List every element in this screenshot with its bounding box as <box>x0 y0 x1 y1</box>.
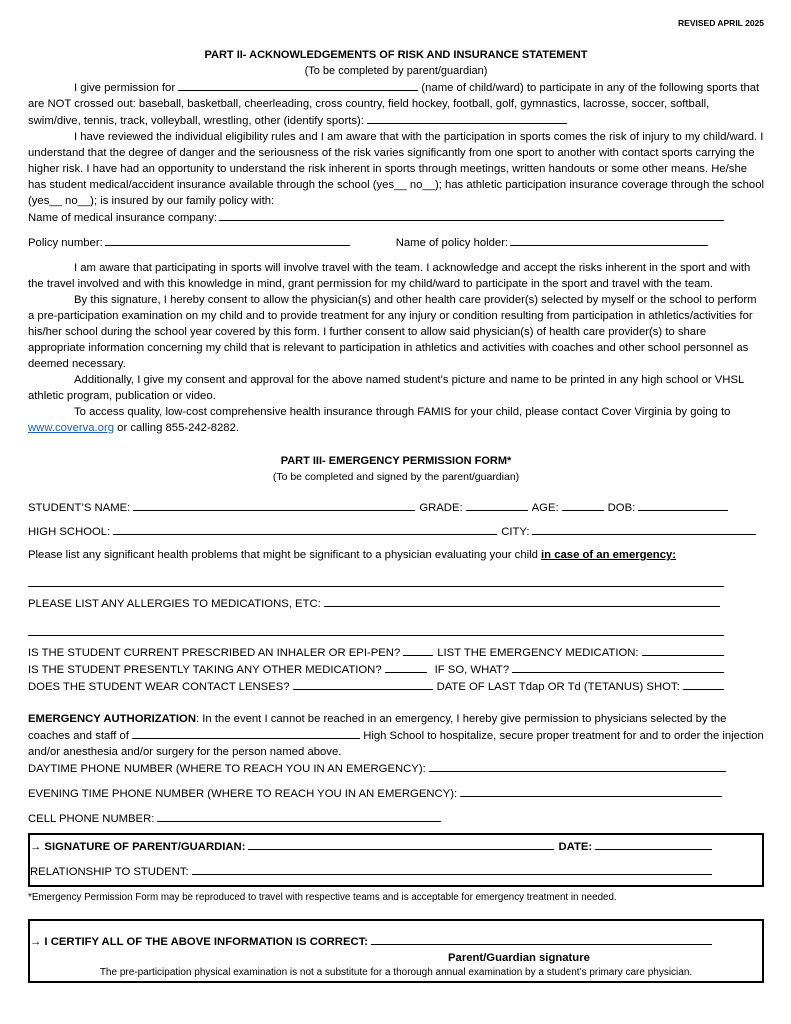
other-medication-label: IS THE STUDENT PRESENTLY TAKING ANY OTHER MEDICATION? <box>28 664 382 676</box>
certify-signature-field[interactable] <box>371 933 712 945</box>
risk-paragraph: I have reviewed the individual eligibility rules and I am aware that with the participation in sports comes the risk of injury to my child/ward. I understand that the degree of danger and the seriousness of the risk varies significantly from one sport to another with contact sports carrying the higher risk. I have had an opportunity to understand the risk inherent in sports through meetings, written handouts or some other means. He/she has student medical/accident insurance available through the school (yes__ no__); has athletic participation insurance coverage through the school (yes__ no__); is insured by our family policy with: <box>28 131 765 207</box>
child-name-field[interactable] <box>178 79 418 91</box>
contacts-row <box>28 678 764 695</box>
signature-label: → SIGNATURE OF PARENT/GUARDIAN: <box>30 841 246 853</box>
grade-field[interactable] <box>466 499 528 511</box>
student-name-field[interactable] <box>133 499 415 511</box>
consent-paragraph: By this signature, I hereby consent to allow the physician(s) and other health care provider(s) selected by myself or the school to perform a pre-participation examination on my child and to provide treatment for any injury or condition resulting from participation in athletics/activities for his/her school during the school year covered by this form. I further consent to allow said physician(s) of health care provider(s) to share appropriate information concerning my child that is relevant to participation in athletics and activities with coaches and other school personnel as deemed necessary. <box>28 294 757 370</box>
other-medication-row <box>28 661 764 678</box>
health-problems-field[interactable] <box>28 575 724 587</box>
emergency-medication-label: LIST THE EMERGENCY MEDICATION: <box>437 647 639 659</box>
policy-number-label: Policy number: <box>28 237 103 249</box>
allergies-row <box>28 595 764 612</box>
grade-label: GRADE: <box>419 502 463 514</box>
dob-label: DOB: <box>607 502 636 514</box>
day-phone-label: DAYTIME PHONE NUMBER (WHERE TO REACH YOU IN AN EMERGENCY): <box>28 763 426 775</box>
famis-paragraph <box>28 404 764 436</box>
part3-subtitle: (To be completed and signed by the parent/guardian) <box>272 471 520 483</box>
signature-row <box>30 838 762 855</box>
relationship-row <box>30 863 762 880</box>
coverva-link[interactable]: www.coverva.org <box>28 422 115 434</box>
city-field[interactable] <box>532 523 756 535</box>
policy-holder-field[interactable] <box>510 234 708 246</box>
school-row <box>28 523 764 540</box>
coaches-school-field[interactable] <box>132 727 360 739</box>
certify-row <box>30 933 762 950</box>
inhaler-field[interactable] <box>403 644 433 656</box>
date-field[interactable] <box>595 838 712 850</box>
permission-text-a: I give permission for <box>74 82 176 94</box>
health-text: Please list any significant health problems that might be significant to a physician evaluating your child <box>28 549 538 561</box>
permission-text-b: (name of child/ward) to participate in any of the following sports that are NOT crossed out: baseball, basketball, cheerleading, cross country, field hockey, football, golf, gymnastics, lacrosse, soccer, softball, swim/dive, tennis, track, volleyball, wrestling, other (identify sports): <box>28 82 760 127</box>
policy-holder-label: Name of policy holder: <box>395 237 509 249</box>
health-problems-prompt <box>28 547 764 563</box>
cell-phone-field[interactable] <box>157 810 441 822</box>
travel-paragraph: I am aware that participating in sports will involve travel with the team. I acknowledge and accept the risks inherent in the sport and with the travel involved and with this knowledge in mind, grant permission for my child/ward to participate in the sport and travel with the team. <box>28 262 751 290</box>
day-phone-row <box>28 760 764 777</box>
relationship-label: RELATIONSHIP TO STUDENT: <box>30 866 189 878</box>
cell-phone-row <box>28 810 764 827</box>
policy-number-field[interactable] <box>105 234 350 246</box>
part2-subtitle: (To be completed by parent/guardian) <box>304 65 488 77</box>
signature-field[interactable] <box>248 838 554 850</box>
health-emergency-text: in case of an emergency: <box>541 549 677 561</box>
city-label: CITY: <box>501 526 530 538</box>
parent-signature-caption: Parent/Guardian signature <box>448 952 590 964</box>
signature-box <box>28 833 764 887</box>
footnote: *Emergency Permission Form may be reproduced to travel with respective teams and is acceptable for emergency treatment in needed. <box>28 892 617 903</box>
inhaler-label: IS THE STUDENT CURRENT PRESCRIBED AN INHALER OR EPI-PEN? <box>28 647 401 659</box>
evening-phone-field[interactable] <box>460 785 722 797</box>
day-phone-field[interactable] <box>429 760 726 772</box>
authorization-text-b: High School to hospitalize, secure proper treatment for and to order the injection and/or anesthesia and/or surgery for the person named above. <box>28 730 764 758</box>
med-company-field[interactable] <box>219 209 724 221</box>
student-row <box>28 499 764 516</box>
famis-text: To access quality, low-cost comprehensive health insurance through FAMIS for your child, please contact Cover Virginia by going to <box>74 406 731 418</box>
high-school-label: HIGH SCHOOL: <box>28 526 111 538</box>
allergies-line <box>28 624 764 636</box>
certify-box <box>28 919 764 983</box>
if-so-label: IF SO, WHAT? <box>434 664 510 676</box>
evening-phone-row <box>28 785 764 802</box>
policy-row <box>28 234 764 251</box>
other-sports-field[interactable] <box>367 112 567 124</box>
revised-date: REVISED APRIL 2025 <box>678 18 764 28</box>
high-school-field[interactable] <box>113 523 497 535</box>
if-so-field[interactable] <box>512 661 724 673</box>
health-line <box>28 575 764 587</box>
age-field[interactable] <box>562 499 604 511</box>
contacts-label: DOES THE STUDENT WEAR CONTACT LENSES? <box>28 681 290 693</box>
allergies-field-2[interactable] <box>28 624 724 636</box>
part3-title: PART III- EMERGENCY PERMISSION FORM* <box>280 455 512 467</box>
inhaler-row <box>28 644 764 661</box>
tdap-field[interactable] <box>683 678 724 690</box>
med-company-row <box>28 209 764 226</box>
permission-paragraph <box>28 79 764 129</box>
emergency-authorization-paragraph <box>28 711 764 760</box>
emergency-medication-field[interactable] <box>642 644 724 656</box>
cell-phone-label: CELL PHONE NUMBER: <box>28 813 155 825</box>
dob-field[interactable] <box>638 499 728 511</box>
famis-phone: or calling 855-242-8282. <box>117 422 239 434</box>
other-medication-field[interactable] <box>385 661 427 673</box>
authorization-text-a: : In the event I cannot be reached in an emergency, I hereby give permission to physicians selected by the coaches and staff of <box>28 713 727 742</box>
part2-title: PART II- ACKNOWLEDGEMENTS OF RISK AND INSURANCE STATEMENT <box>204 49 588 61</box>
student-name-label: STUDENT’S NAME: <box>28 502 131 514</box>
authorization-label: EMERGENCY AUTHORIZATION <box>28 713 196 725</box>
form-page <box>28 0 764 983</box>
date-label: DATE: <box>558 841 593 853</box>
contacts-field[interactable] <box>293 678 433 690</box>
evening-phone-label: EVENING TIME PHONE NUMBER (WHERE TO REACH YOU IN AN EMERGENCY): <box>28 788 458 800</box>
allergies-label: PLEASE LIST ANY ALLERGIES TO MEDICATIONS, ETC: <box>28 598 321 610</box>
relationship-field[interactable] <box>192 863 712 875</box>
med-company-label: Name of medical insurance company: <box>28 212 217 224</box>
certify-label: → I CERTIFY ALL OF THE ABOVE INFORMATION IS CORRECT: <box>30 936 369 948</box>
tdap-label: DATE OF LAST Tdap OR Td (TETANUS) SHOT: <box>436 681 680 693</box>
allergies-field[interactable] <box>324 595 720 607</box>
age-label: AGE: <box>531 502 559 514</box>
picture-paragraph: Additionally, I give my consent and approval for the above named student’s picture and name to be printed in any high school or VHSL athletic program, publication or video. <box>28 374 744 402</box>
physical-exam-note: The pre-participation physical examination is not a substitute for a thorough annual examination by a student’s primary care physician. <box>99 967 693 978</box>
